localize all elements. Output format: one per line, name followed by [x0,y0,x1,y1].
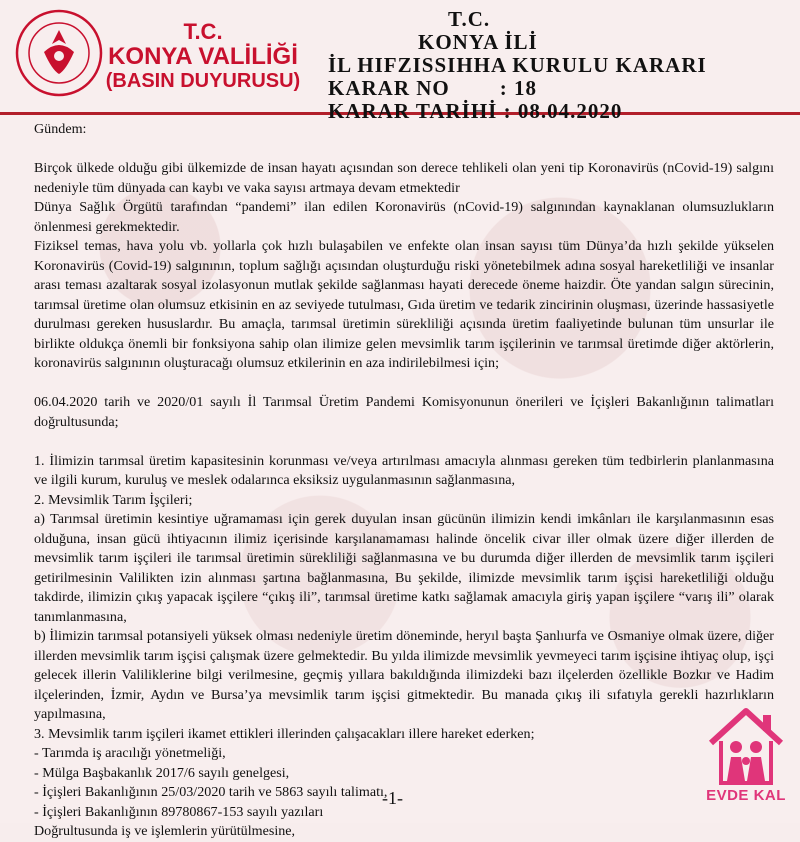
list-item: - Tarımda iş aracılığı yönetmeliği, [34,745,226,761]
list-item: 1. İlimizin tarımsal üretim kapasitesinin korunması ve/veya artırılması amacıyla alınması gereken tüm tedbirlerin planlanmasına ve ilgili kurum, kuruluş ve meslek odalarınca eksiksiz uygulanmasının sağlanmasına, [34,452,774,488]
paragraph: Doğrultusunda iş ve işlemlerin yürütülmesine, [34,823,296,839]
page-number: -1- [382,788,403,808]
paragraph: Dünya Sağlık Örgütü tarafından “pandemi” ilan edilen Koronavirüs (nCovid-19) salgınından kaynaklanan olumsuzlukların önlenmesi gerekmektedir. [34,199,774,235]
press-release-title: T.C. KONYA VALİLİĞİ (BASIN DUYURUSU) [105,19,301,93]
agenda-heading: Gündem: [34,121,87,137]
paragraph: Fiziksel temas, hava yolu vb. yollarla çok hızlı bulaşabilen ve enfekte olan insan sayısı tüm Dünya’da hızlı şekilde yükselen Koronavirüs (Covid-19) salgınının, toplum sağlığı açısından oluşturduğu riski yönetebilmek adına sosyal hareketliliği ve insanlar arası teması azaltarak sosyal izolasyonun mutlak şekilde sağlanması hayati derecede öneme haizdir. Öte yandan salgın sürecinin, tarımsal üretime olan olumsuz etkisinin en az seviyede tutulması, Gıda üretim ve tedarik zincirinin oluşması, üzerinde hassasiyetle durulması gereken hususlardır. Bu amaçla, tarımsal üretimin sürekliliği açısında üretim faaliyetinde bulunan tüm unsurlar ile birlikte oldukça önemli bir fonksiyona sahip olan ilimize gelen mevsimlik tarım işçilerinin ve tarımsal üretimde diğer aktörlerin, koronavirüs salgınının oluşturacağı olumsuz etkilerinin en aza indirilebilmesi için; [34,238,774,371]
governorship-seal-icon [14,8,104,98]
list-item: - İçişleri Bakanlığının 89780867-153 sayılı yazıları [34,803,324,820]
document-body [34,120,774,842]
list-item: 3. Mevsimlik tarım işçileri ikamet ettikleri illerinden çalışacakları illere hareket ederken; [34,725,535,742]
list-item: a) Tarımsal üretimin kesintiye uğramaması için gerek duyulan insan gücünün ilimizin kendi imkânları ile karşılanmasının esas olduğuna, insan gücü ihtiyacının ilimiz içerisinde karşılanamaması halinde öncelik civar iller olmak üzere diğer illerden de mevsimlik tarım işçileri ile tarımsal üretimin sürekliliği sağlanmasına ve bu durumda diğer illerden de mevsimlik tarım işçileri getirilmesinin Valilikten izin alınması şartına bağlanmasına, Bu şekilde, ilimizde mevsimlik tarım işçisi hareketliliği olduğu takdirde, ilimizin çıkış yapacak işçilere “çıkış ili”, tarımsal üretime katkı sağlamak amacıyla giriş yapan işçilere “varış ili” olarak tanımlanmasına, [34,511,774,625]
list-item: b) İlimizin tarımsal potansiyeli yüksek olması nedeniyle üretim döneminde, heryıl başta Şanlıurfa ve Osmaniye olmak üzere, diğer illerden mevsimlik tarım işçisi çalışmak üzere gelmektedir. Bu yılda ilimizde mevsimlik yevmeyeci tarım işçisine ihtiyaç olup, işçi gelecek illerin Valiliklerine bilgi verilmesine, geçmiş yıllara bakıldığında ilimizdeki bazı ilçelerden özellikle Bozkır ve Hadim ilçelerinden, İzmir, Aydın ve Bursa’ya mevsimlik tarım işçisi gitmektedir. Bu manada çıkış ili sıfatıyla gerekli hazırlıkların yapılmasına, [34,628,774,722]
document-header [0,0,800,123]
house-family-icon [703,703,789,787]
list-item: - İçişleri Bakanlığının 25/03/2020 tarih ve 5863 sayılı talimatı, [34,784,388,800]
list-item: 2. Mevsimlik Tarım İşçileri; [34,491,193,508]
stay-home-badge [703,703,789,815]
list-item: - Mülga Başbakanlık 2017/6 sayılı genelgesi, [34,764,290,781]
paragraph: Birçok ülkede olduğu gibi ülkemizde de insan hayatı açısından son derece tehlikeli olan yeni tip Koronavirüs (nCovid-19) salgını nedeniyle tüm dünyada can kaybı ve vaka sayısı artmaya devam etmektedir [34,160,774,196]
decision-title: T.C. KONYA İLİ İL HIFZISSIHHA KURULU KARARI KARAR NO : 18 KARAR TARİHİ : 08.04.2020 [328,7,707,123]
paragraph: 06.04.2020 tarih ve 2020/01 sayılı İl Tarımsal Üretim Pandemi Komisyonunun önerileri ve İçişleri Bakanlığının talimatları doğrultusunda; [34,394,774,430]
stay-home-label: EVDE KAL [706,787,786,804]
